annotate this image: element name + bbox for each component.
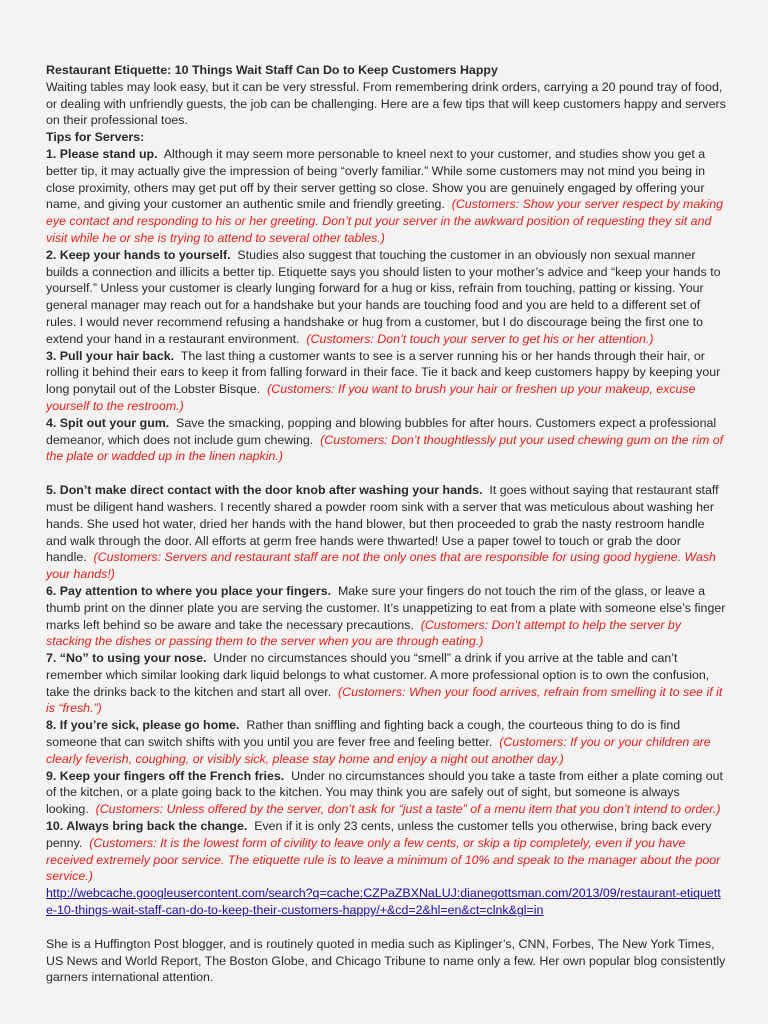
tips-heading: Tips for Servers: (46, 130, 145, 145)
tip-body: Although it may seem more personable to kneel next to your customer, and studies show you get a better tip, it may actually give the impression of being “overly familiar.” While some customers may not mind you being in close proximity, others may get put off by their server getting so close. Show you are genuinely engaged by offering your name, and giving your customer an authentic smile and friendly greeting. (46, 146, 706, 212)
tip-body: The last thing a customer wants to see is a server running his or her hands through their hair, or rolling it behind their ears to keep it from falling forward in their face. Tie it back and keep customers happy by keeping your long ponytail out of the Lobster Bisque. (46, 348, 721, 397)
tip-body: Rather than sniffling and fighting back a cough, the courteous thing to do is find someone that can switch shifts with you until you are fever free and feeling better. (46, 718, 681, 750)
tip-body: Even if it is only 23 cents, unless the customer tells you otherwise, bring back every penny. (46, 819, 712, 850)
tip-item (46, 247, 726, 348)
tip-item (46, 415, 726, 465)
tip-lead: 7. “No” to using your nose. (46, 651, 207, 666)
tip-lead: 5. Don’t make direct contact with the door knob after washing your hands. (46, 483, 483, 498)
article-title: Restaurant Etiquette: 10 Things Wait Staff Can Do to Keep Customers Happy (46, 63, 498, 77)
tip-item (46, 768, 726, 818)
tip-body: Make sure your fingers do not touch the rim of the glass, or leave a thumb print on the dinner plate you are serving the customer. It’s unappetizing to eat from a plate with someone else’s finger marks left behind so be aware and take the necessary precautions. (46, 583, 726, 632)
tip-lead: 8. If you’re sick, please go home. (46, 718, 240, 733)
intro-paragraph: Waiting tables may look easy, but it can be very stressful. From remembering drink orders, carrying a 20 pound tray of food, or dealing with unfriendly guests, the job can be challenging. Here are a few tips that will keep customers happy and servers on their professional toes. (46, 79, 726, 128)
tip-item (46, 583, 726, 650)
tip-body: It goes without saying that restaurant staff must be diligent hand washers. I recently shared a powder room sink with a server that was meticulous about washing her hands. She used hot water, dried her hands with the hand blower, but then proceeded to grab the nasty restroom handle and walk through the door. All efforts at germ free hands were thwarted! Use a paper towel to touch or grab the door handle. (46, 483, 719, 565)
customer-note: (Customers: If you want to brush your hair or freshen up your makeup, excuse yourself to the restroom.) (46, 382, 696, 413)
tip-item (46, 650, 726, 717)
tip-body: Save the smacking, popping and blowing bubbles for after hours. Customers expect a professional demeanor, which does not include gum chewing. (46, 415, 717, 447)
tip-lead: 1. Please stand up. (46, 146, 158, 161)
tip-lead: 6. Pay attention to where you place your fingers. (46, 583, 332, 598)
tip-lead: 4. Spit out your gum. (46, 415, 170, 430)
tip-item (46, 348, 726, 415)
tip-item (46, 146, 726, 247)
customer-note: (Customers: Don’t attempt to help the server by stacking the dishes or passing them to the server when you are through eating.) (46, 617, 682, 649)
tip-lead: 10. Always bring back the change. (46, 819, 248, 834)
customer-note: (Customers: Don’t touch your server to get his or her attention.) (306, 331, 654, 346)
customer-note: (Customers: If you or your children are clearly feverish, coughing, or visibly sick, please stay home and enjoy a night out another day.) (46, 735, 711, 766)
source-link[interactable]: http://webcache.googleusercontent.com/search?q=cache:CZPaZBXNaLUJ:dianegottsman.com/2013/09/restaurant-etiquette-10-things-wait-staff-can-do-to-keep-their-customers-happy/+&cd=2&hl=en&ct=clnk&gl=in (46, 886, 721, 918)
tip-body: Under no circumstances should you “smell” a drink if you arrive at the table and can’t remember which similar looking dark liquid belongs to what customer. A more professional option is to own the confusion, take the drinks back to the kitchen and start all over. (46, 651, 710, 699)
tip-body: Under no circumstances should you take a taste from either a plate coming out of the kitchen, or a plate going back to the kitchen. You may think you are safely out of sight, but someone is always looking. (46, 768, 723, 817)
customer-note: (Customers: Unless offered by the server, don’t ask for “just a taste” of a menu item that you don’t intend to order.) (95, 802, 721, 817)
customer-note: (Customers: It is the lowest form of civility to leave only a few cents, or skip a tip completely, even if you have received extremely poor service. The etiquette rule is to leave a minimum of 10% and speak to the manager about the poor service.) (46, 835, 721, 884)
tip-item (46, 717, 726, 767)
customer-note: (Customers: When your food arrives, refrain from smelling it to see if it is “fresh.”) (46, 684, 723, 716)
customer-note: (Customers: Show your server respect by making eye contact and responding to his or her greeting. Don’t put your server in the awkward position of requesting they sit and visit while he or she is trying to attend to several other tables.) (46, 197, 723, 245)
tip-item (46, 818, 726, 885)
tip-lead: 2. Keep your hands to yourself. (46, 247, 231, 262)
tip-lead: 3. Pull your hair back. (46, 348, 175, 363)
author-bio: She is a Huffington Post blogger, and is routinely quoted in media such as Kiplinger’s, CNN, Forbes, The New York Times, US News and World Report, The Boston Globe, and Chicago Tribune to name only a few. Her own popular blog consistently garners international attention. (46, 936, 726, 985)
tip-body: Studies also suggest that touching the customer in an obviously non sexual manner builds a connection and illicits a better tip. Etiquette says you should listen to your mother’s advice and “keep your hands to yourself.” Unless your customer is clearly lunging forward for a hug or kiss, refrain from touching, patting or kissing. Your general manager may reach out for a handshake but your hands are touching food and you are held to a different set of rules. I would never recommend refusing a handshake or hug from a customer, but I do discourage being the first one to extend your hand in a restaurant environment. (46, 247, 721, 346)
customer-note: (Customers: Don’t thoughtlessly put your used chewing gum on the rim of the plate or wadded up in the linen napkin.) (46, 432, 724, 464)
tip-lead: 9. Keep your fingers off the French fries. (46, 768, 285, 783)
tip-item (46, 482, 726, 583)
article (46, 62, 726, 986)
customer-note: (Customers: Servers and restaurant staff are not the only ones that are responsible for using good hygiene. Wash your hands!) (46, 550, 716, 582)
